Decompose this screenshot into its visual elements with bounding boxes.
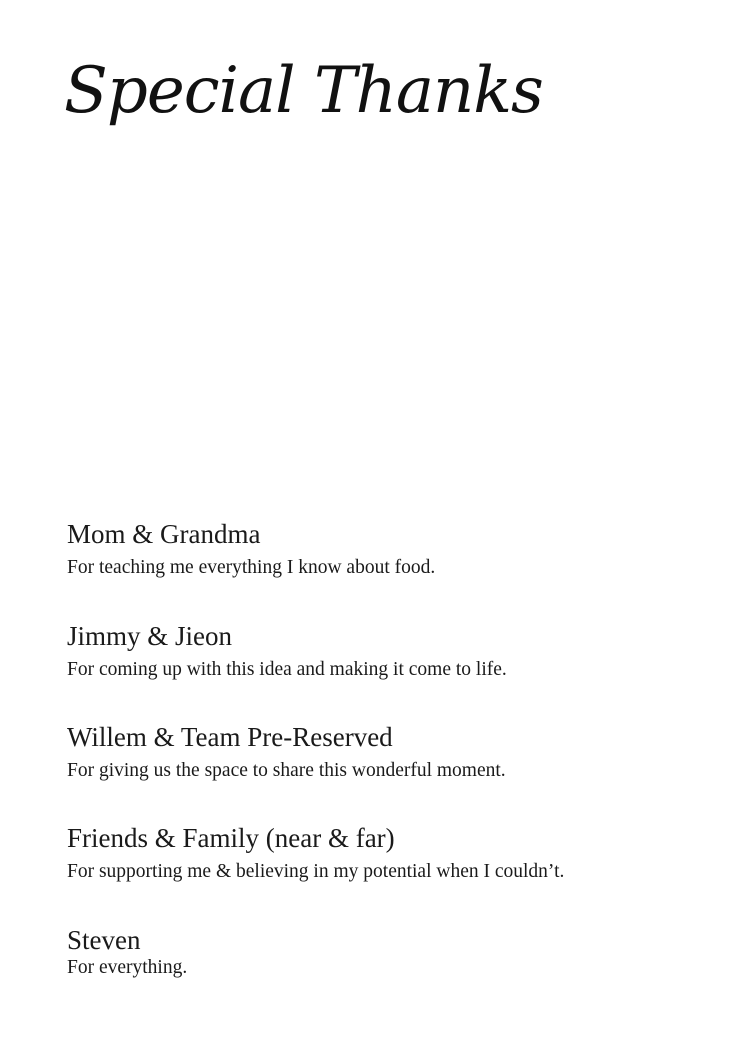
page-title: Special Thanks	[64, 54, 543, 128]
thanks-name: Mom & Grandma	[67, 519, 261, 549]
thanks-reason: For supporting me & believing in my potential when I couldn’t.	[67, 861, 565, 882]
thanks-entry-willem-team	[67, 721, 707, 783]
thanks-reason: For coming up with this idea and making it come to life.	[67, 659, 507, 680]
thanks-entry-mom-grandma	[67, 518, 707, 580]
thanks-reason: For everything.	[67, 957, 188, 978]
thanks-name: Friends & Family (near & far)	[67, 823, 395, 853]
thanks-reason: For teaching me everything I know about food.	[67, 557, 436, 578]
thanks-name: Jimmy & Jieon	[67, 621, 233, 651]
thanks-entry-friends-family	[67, 822, 707, 884]
thanks-name: Willem & Team Pre-Reserved	[67, 722, 393, 752]
thanks-entry-jimmy-jieon	[67, 620, 707, 682]
thanks-name: Steven	[67, 925, 141, 955]
thanks-entry-steven	[67, 924, 707, 980]
thanks-reason: For giving us the space to share this wonderful moment.	[67, 760, 506, 781]
